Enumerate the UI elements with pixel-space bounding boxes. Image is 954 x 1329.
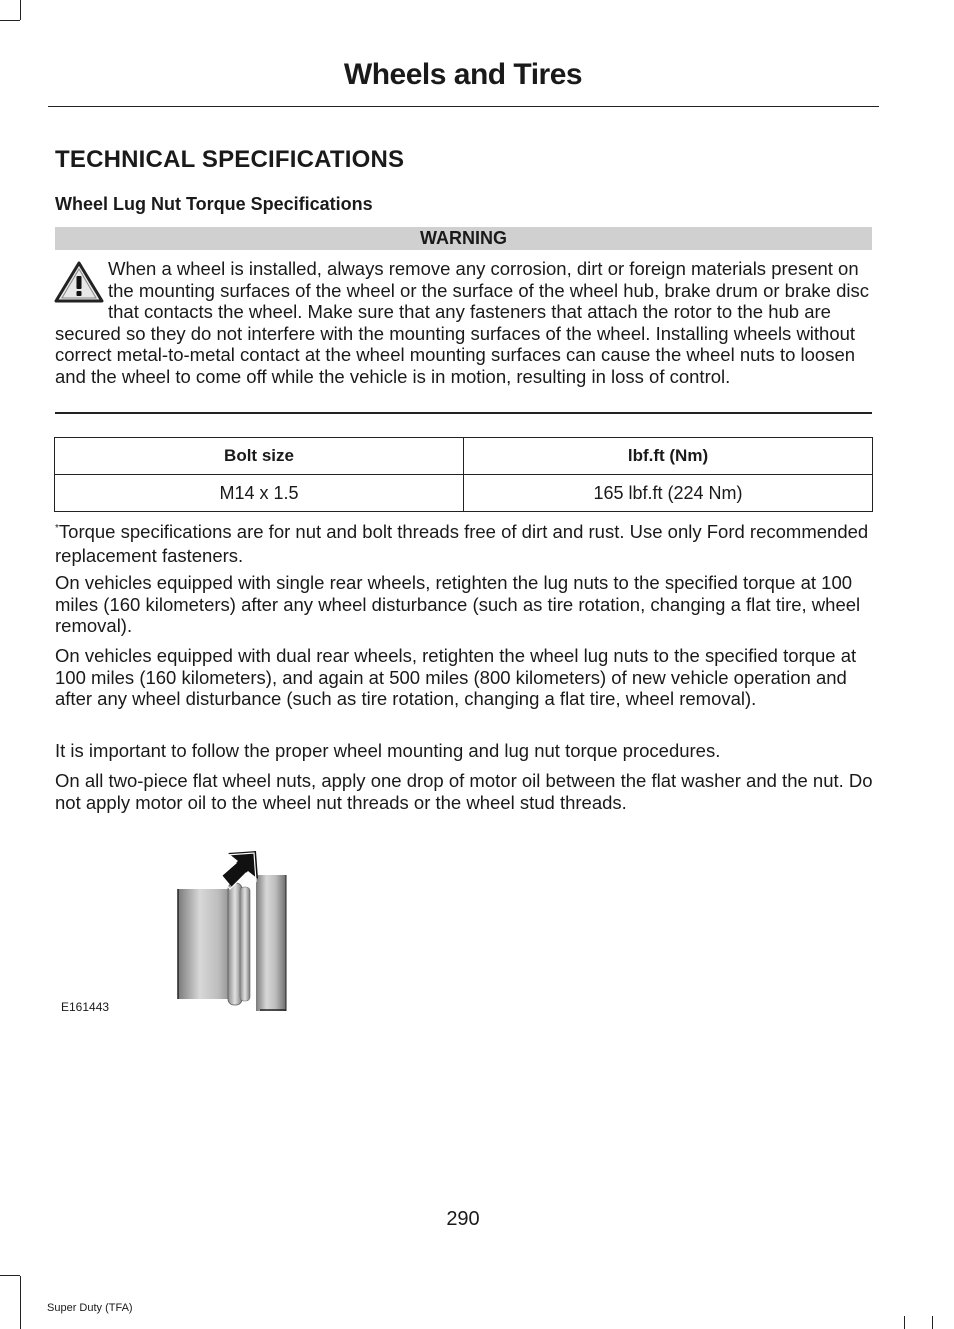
table-row <box>55 475 873 512</box>
header-divider <box>48 106 879 107</box>
warning-text-block <box>55 258 875 387</box>
crop-mark <box>0 20 20 21</box>
footnote <box>55 517 875 568</box>
crop-mark <box>0 1275 20 1276</box>
page-number: 290 <box>446 1208 480 1230</box>
footer-text: Super Duty (TFA) <box>47 1302 133 1314</box>
paragraph: On vehicles equipped with dual rear wheels, retighten the wheel lug nuts to the specified torque at 100 miles (160 kilometers), and again at 500 miles (800 kilometers) of new vehicle operation and after any wheel disturbance (such as tire rotation, changing a flat tire, wheel removal). <box>55 645 857 709</box>
page-header-title: Wheels and Tires <box>343 58 583 91</box>
table-cell-torque: 165 lbf.ft (224 Nm) <box>464 475 873 512</box>
warning-divider <box>55 412 872 414</box>
crop-mark <box>904 1316 905 1329</box>
subsection-title: Wheel Lug Nut Torque Specifications <box>55 194 373 214</box>
footnote-text: Torque specifications are for nut and bolt threads free of dirt and rust. Use only Ford recommended replacement fasteners. <box>55 521 869 567</box>
section-title: TECHNICAL SPECIFICATIONS <box>55 146 405 173</box>
crop-mark <box>932 1316 933 1329</box>
crop-mark <box>20 0 21 20</box>
crop-mark <box>20 1276 21 1329</box>
table-header-bolt-size: Bolt size <box>55 438 464 475</box>
paragraph: On vehicles equipped with single rear wheels, retighten the lug nuts to the specified torque at 100 miles (160 kilometers) after any wheel disturbance (such as tire rotation, changing a flat tire, wheel removal). <box>55 572 861 636</box>
table-header-row <box>55 438 873 475</box>
warning-triangle-icon <box>54 260 104 304</box>
figure-code: E161443 <box>61 1000 110 1014</box>
table-cell-bolt-size: M14 x 1.5 <box>55 475 464 512</box>
warning-label: WARNING <box>55 227 872 250</box>
torque-spec-table <box>54 437 873 512</box>
table-header-torque: lbf.ft (Nm) <box>464 438 873 475</box>
paragraph: On all two-piece flat wheel nuts, apply one drop of motor oil between the flat washer and the nut. Do not apply motor oil to the wheel nut threads or the wheel stud threads. <box>55 770 873 813</box>
footnote-marker: * <box>55 523 59 534</box>
paragraph: It is important to follow the proper wheel mounting and lug nut torque procedures. <box>55 740 721 761</box>
warning-text: When a wheel is installed, always remove any corrosion, dirt or foreign materials present on the mounting surfaces of the wheel or the surface of the wheel hub, brake drum or brake disc that contacts the wheel. Make sure that any fasteners that attach the rotor to the hub are secured so they do not interfere with the mounting surfaces of the wheel. Installing wheels without correct metal-to-metal contact at the wheel mounting surfaces can cause the wheel nuts to loosen and the wheel to come off while the vehicle is in motion, resulting in loss of control. <box>55 258 869 387</box>
wheel-nut-illustration <box>170 845 300 1015</box>
